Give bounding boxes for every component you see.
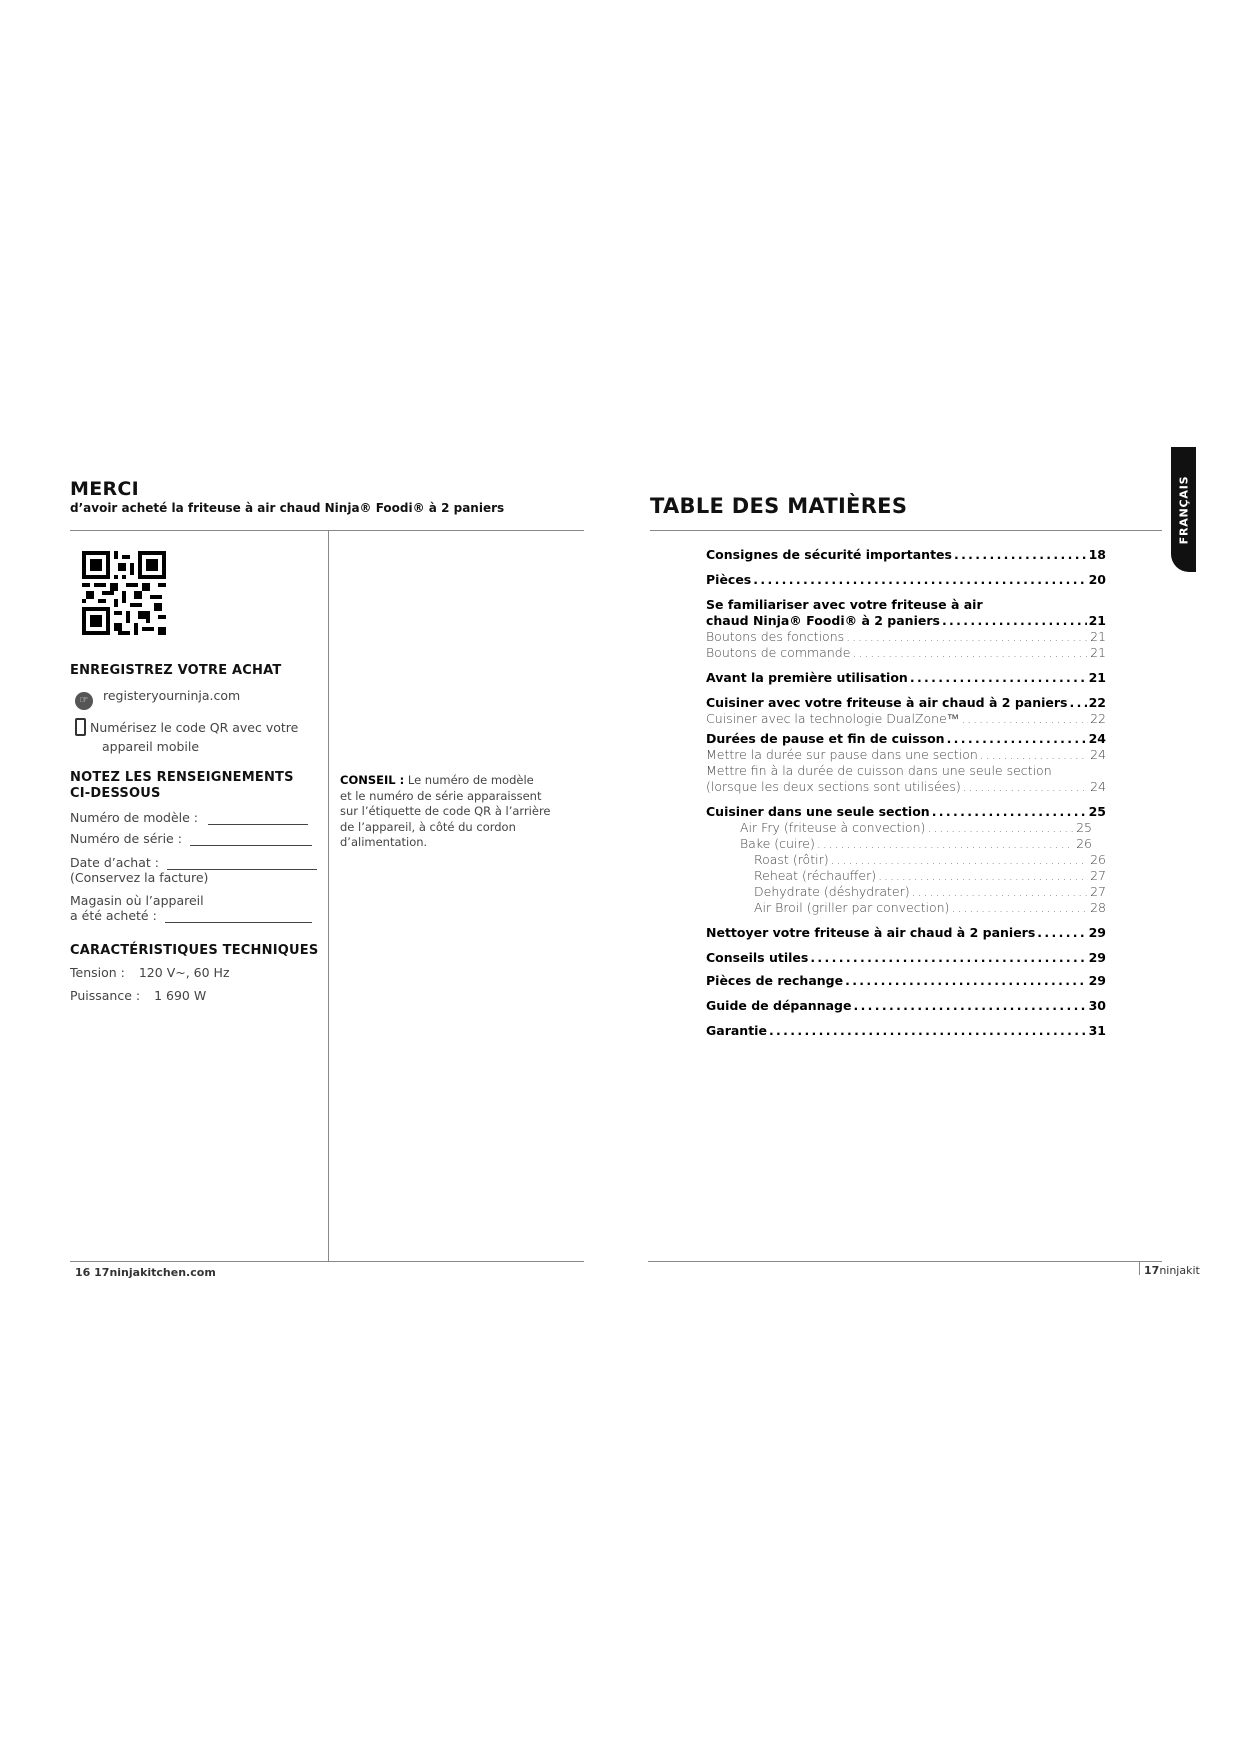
- toc-entry-label: Roast (rôtir): [754, 852, 829, 867]
- toc-leader-dots: [961, 711, 1088, 727]
- toc-entry-page: 22: [1088, 695, 1106, 710]
- toc-leader-dots: [753, 572, 1086, 588]
- specs-heading: CARACTÉRISTIQUES TECHNIQUES: [70, 943, 319, 958]
- toc-entry-label: Durées de pause et fin de cuisson: [706, 731, 945, 746]
- toc-entry[interactable]: [706, 804, 1106, 820]
- toc-entry-page: 25: [1088, 804, 1106, 819]
- toc-entry-label: Mettre fin à la durée de cuisson dans une seule section: [706, 763, 1052, 778]
- toc-entry[interactable]: [706, 1023, 1106, 1039]
- toc-entry-page: 21: [1088, 613, 1106, 628]
- toc-leader-dots: [980, 747, 1088, 763]
- toc-entry[interactable]: [706, 747, 1106, 763]
- phone-icon: [75, 718, 86, 736]
- toc-entry-page: 18: [1088, 547, 1106, 562]
- toc-title: TABLE DES MATIÈRES: [650, 494, 908, 518]
- toc-entry[interactable]: [706, 670, 1106, 686]
- toc-entry[interactable]: [706, 695, 1106, 711]
- toc-entry-page: 22: [1090, 711, 1106, 726]
- toc-entry-label: Conseils utiles: [706, 950, 809, 965]
- model-number-blank[interactable]: [208, 823, 308, 825]
- toc-entry[interactable]: [706, 547, 1106, 563]
- tip-box: CONSEIL : Le numéro de modèle et le numéro de série apparaissent sur l’étiquette de code QR à l’arrière de l’appareil, à côté du cordon d’alimentation.: [340, 773, 551, 849]
- toc-entry[interactable]: [706, 763, 1106, 779]
- toc-entry-label: Pièces de rechange: [706, 973, 844, 988]
- toc-entry[interactable]: [706, 572, 1106, 588]
- toc-entry[interactable]: [706, 731, 1106, 747]
- toc-leader-dots: [852, 645, 1088, 661]
- notes-heading: NOTEZ LES RENSEIGNEMENTS CI-DESSOUS: [70, 770, 294, 801]
- toc-entry[interactable]: [706, 884, 1106, 900]
- toc-leader-dots: [947, 731, 1087, 747]
- toc-entry[interactable]: [706, 629, 1106, 645]
- store-field[interactable]: Magasin où l’appareil a été acheté :: [70, 893, 312, 923]
- toc-leader-dots: [963, 779, 1088, 795]
- voltage-spec: Tension : 120 V~, 60 Hz: [70, 965, 230, 980]
- toc-entry-label: Avant la première utilisation: [706, 670, 908, 685]
- toc-leader-dots: [932, 804, 1087, 820]
- toc-leader-dots: [942, 613, 1087, 629]
- toc-entry[interactable]: [706, 868, 1106, 884]
- toc-entry-label: Cuisiner avec votre friteuse à air chaud à 2 paniers: [706, 695, 1068, 710]
- toc-entry-label: Guide de dépannage: [706, 998, 852, 1013]
- toc-entry-label: Boutons de commande: [706, 645, 851, 660]
- toc-entry-page: 21: [1090, 629, 1106, 644]
- toc-leader-dots: [831, 852, 1088, 868]
- toc-entry[interactable]: [706, 998, 1106, 1014]
- toc-entry-label: Air Broil (griller par convection): [754, 900, 950, 915]
- toc-entry-label: (lorsque les deux sections sont utilisées): [706, 779, 961, 794]
- footer-right: 17ninjakit: [1144, 1264, 1200, 1277]
- toc-leader-dots: [927, 820, 1074, 836]
- qr-code[interactable]: [82, 551, 166, 635]
- toc-leader-dots: [954, 547, 1087, 563]
- toc-entry-label: chaud Ninja® Foodi® à 2 paniers: [706, 613, 940, 628]
- toc-leader-dots: [817, 836, 1074, 852]
- toc-leader-dots: [853, 998, 1086, 1014]
- footer-divider-right: [648, 1261, 1162, 1262]
- toc-entry-page: 29: [1088, 925, 1106, 940]
- footer-divider-left: [70, 1261, 584, 1262]
- register-heading: ENREGISTREZ VOTRE ACHAT: [70, 663, 282, 678]
- toc-entry-page: 27: [1090, 868, 1106, 883]
- toc-entry[interactable]: [706, 597, 1106, 613]
- toc-leader-dots: [912, 884, 1088, 900]
- toc-entry-label: Se familiariser avec votre friteuse à air: [706, 597, 983, 612]
- serial-number-blank[interactable]: [190, 844, 312, 846]
- table-of-contents: [706, 547, 1106, 1039]
- tip-label: CONSEIL :: [340, 773, 405, 787]
- page-subtitle: d’avoir acheté la friteuse à air chaud Ninja® Foodi® à 2 paniers: [70, 501, 505, 515]
- toc-entry[interactable]: [706, 820, 1106, 836]
- toc-leader-dots: [951, 900, 1088, 916]
- toc-leader-dots: [1069, 695, 1086, 711]
- toc-entry-page: 31: [1088, 1023, 1106, 1038]
- footer-page-divider: [1139, 1262, 1140, 1275]
- footer-left: 16 17ninjakitchen.com: [75, 1266, 216, 1279]
- scan-qr-instruction: Numérisez le code QR avec votre appareil mobile: [75, 718, 298, 754]
- toc-leader-dots: [810, 950, 1086, 966]
- toc-leader-dots: [769, 1023, 1087, 1039]
- toc-entry[interactable]: [706, 950, 1106, 966]
- serial-number-field[interactable]: Numéro de série :: [70, 831, 312, 846]
- toc-leader-dots: [878, 868, 1088, 884]
- toc-entry-label: Mettre la durée sur pause dans une section: [706, 747, 978, 762]
- pointer-icon: ☞: [75, 692, 93, 710]
- toc-entry-page: 30: [1088, 998, 1106, 1013]
- toc-entry[interactable]: [706, 852, 1106, 868]
- toc-entry[interactable]: [706, 900, 1106, 916]
- register-website-link[interactable]: registeryourninja.com: [102, 688, 241, 703]
- toc-entry-page: 21: [1090, 645, 1106, 660]
- header-divider-left: [70, 530, 584, 531]
- toc-entry[interactable]: [706, 613, 1106, 629]
- toc-entry-page: 29: [1088, 950, 1106, 965]
- page-title: MERCI: [70, 478, 140, 500]
- toc-entry-page: 27: [1090, 884, 1106, 899]
- toc-entry-label: Boutons des fonctions: [706, 629, 845, 644]
- toc-entry-label: Pièces: [706, 572, 752, 587]
- toc-leader-dots: [845, 973, 1087, 989]
- header-divider-right: [650, 530, 1162, 531]
- toc-entry-label: Air Fry (friteuse à convection): [740, 820, 926, 835]
- toc-entry-label: Nettoyer votre friteuse à air chaud à 2 paniers: [706, 925, 1036, 940]
- language-tab: FRANÇAIS: [1171, 447, 1196, 572]
- toc-leader-dots: [910, 670, 1087, 686]
- power-spec: Puissance : 1 690 W: [70, 988, 207, 1003]
- toc-entry-label: Dehydrate (déshydrater): [754, 884, 910, 899]
- toc-entry-page: 24: [1090, 747, 1106, 762]
- toc-entry[interactable]: [706, 645, 1106, 661]
- store-blank[interactable]: [165, 921, 312, 923]
- toc-leader-dots: [1037, 925, 1086, 941]
- toc-entry[interactable]: [706, 973, 1106, 989]
- toc-entry-page: 28: [1090, 900, 1106, 915]
- toc-entry-label: Cuisiner dans une seule section: [706, 804, 930, 819]
- toc-entry-page: 25: [1076, 820, 1092, 835]
- toc-entry-page: 26: [1090, 852, 1106, 867]
- toc-entry[interactable]: [706, 779, 1106, 795]
- toc-entry-page: 21: [1088, 670, 1106, 685]
- toc-entry[interactable]: [706, 836, 1106, 852]
- toc-entry-page: 24: [1088, 731, 1106, 746]
- toc-entry[interactable]: [706, 925, 1106, 941]
- toc-entry-label: Consignes de sécurité importantes: [706, 547, 952, 562]
- toc-entry-page: 20: [1088, 572, 1106, 587]
- toc-entry-label: Garantie: [706, 1023, 767, 1038]
- toc-entry-page: 24: [1090, 779, 1106, 794]
- model-number-field[interactable]: Numéro de modèle :: [70, 810, 308, 825]
- register-website-row[interactable]: [75, 688, 240, 710]
- toc-entry-label: Bake (cuire): [740, 836, 815, 851]
- toc-entry-page: 26: [1076, 836, 1092, 851]
- toc-entry-label: Cuisiner avec la technologie DualZone™: [706, 711, 960, 726]
- purchase-date-field[interactable]: Date d’achat : (Conservez la facture): [70, 855, 317, 885]
- toc-leader-dots: [846, 629, 1088, 645]
- toc-entry[interactable]: [706, 711, 1106, 727]
- toc-entry-label: Reheat (réchauffer): [754, 868, 877, 883]
- toc-entry-page: 29: [1088, 973, 1106, 988]
- column-divider: [328, 530, 329, 1261]
